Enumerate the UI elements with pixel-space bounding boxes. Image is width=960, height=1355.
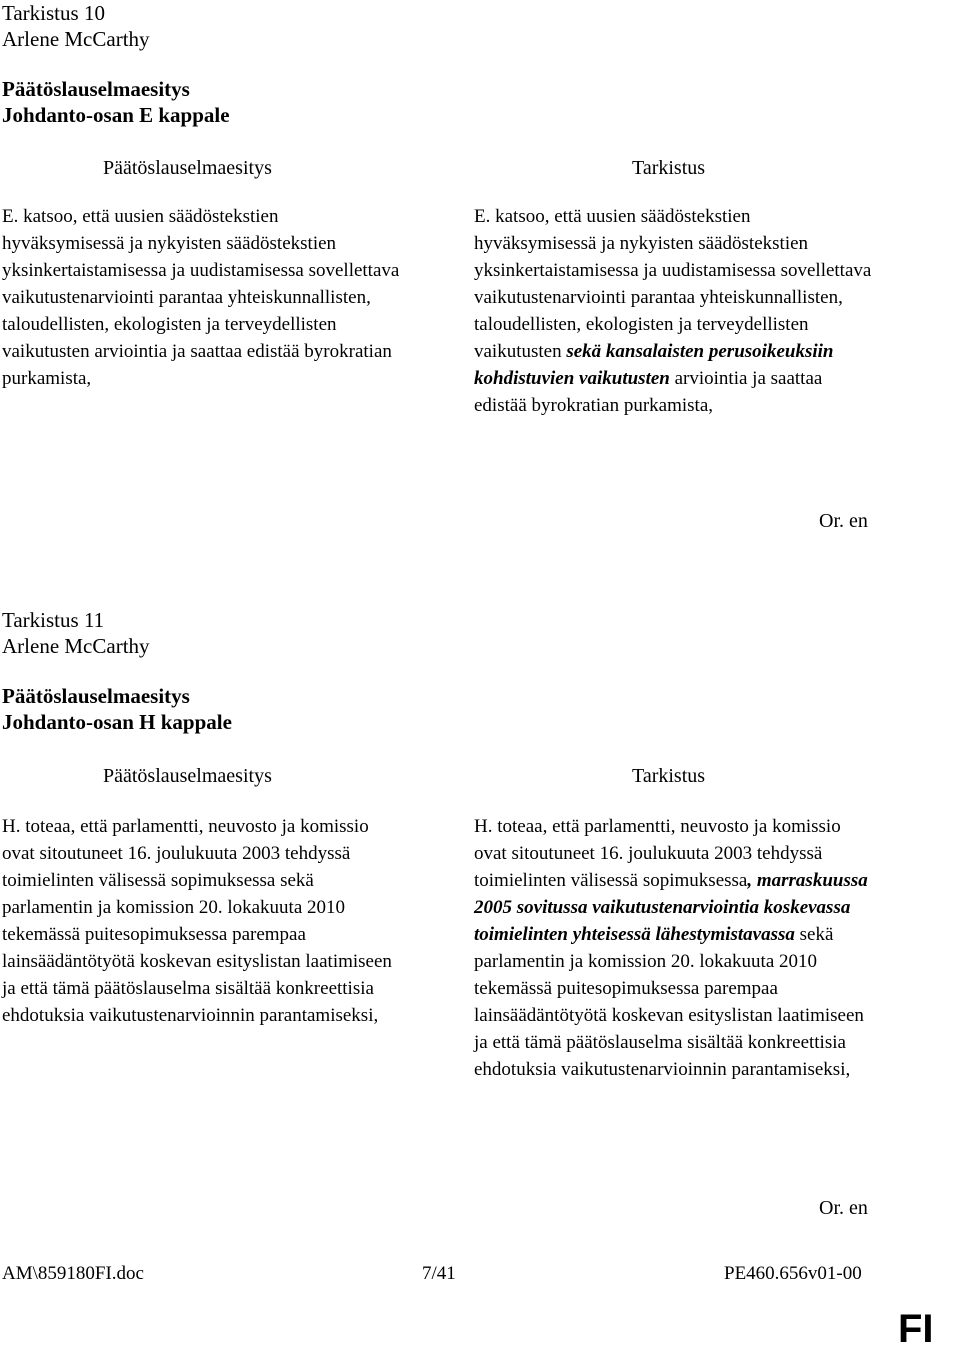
- original-language: Or. en: [819, 510, 868, 532]
- amendment-title: Tarkistus 11: [2, 608, 105, 632]
- motion-text: H. toteaa, että parlamentti, neuvosto ja komissio ovat sitoutuneet 16. joulukuuta 2003 tehdyssä toimielinten välisessä sopimuksessa sekä parlamentin ja komission 20. lokakuuta 2010 tekemässä puitesopimuksessa parempaa lainsäädäntötyötä koskevan esityslistan laatimiseen ja että tämä päätöslauselma sisältää konkreettisia ehdotuksia vaikutustenarvioinnin parantamiseksi,: [2, 816, 392, 1026]
- footer-page-number: 7/41: [422, 1263, 456, 1284]
- amendment-11-header: [2, 607, 150, 659]
- motion-text: E. katsoo, että uusien säädöstekstien hyväksymisessä ja nykyisten säädöstekstien yksinkertaistamisessa ja uudistamisessa sovellettava vaikutustenarviointi parantaa yhteiskunnallisten, taloudellisten, ekologisten ja terveydellisten vaikutusten arviointia ja saattaa edistää byrokratian purkamista,: [2, 206, 400, 389]
- footer-language-code: FI: [898, 1307, 934, 1351]
- section-reference: Johdanto-osan H kappale: [2, 710, 232, 734]
- amendment-author: Arlene McCarthy: [2, 27, 150, 51]
- inserted-text: , marraskuussa 2005 sovitussa vaikutustenarviointia koskevassa toimielinten yhteisessä lähestymistavassa: [474, 870, 868, 945]
- unchanged-text: E. katsoo, että uusien säädöstekstien hyväksymisessä ja nykyisten säädöstekstien yksinkertaistamisessa ja uudistamisessa sovellettava vaikutustenarviointi parantaa yhteiskunnallisten, taloudellisten, ekologisten ja terveydellisten vaikutusten: [474, 206, 872, 362]
- amendment-10-target: [2, 76, 230, 128]
- column-heading-motion: Päätöslauselmaesitys: [103, 157, 272, 179]
- footer-pe-ref: PE460.656v01-00: [724, 1263, 862, 1284]
- column-heading-motion: Päätöslauselmaesitys: [103, 765, 272, 787]
- unchanged-text: H. toteaa, että parlamentti, neuvosto ja komissio ovat sitoutuneet 16. joulukuuta 2003 tehdyssä toimielinten välisessä sopimuksessa: [474, 816, 841, 891]
- amendment-text: [474, 203, 874, 419]
- footer-doc-ref: AM\859180FI.doc: [2, 1263, 144, 1284]
- unchanged-text: arviointia ja saattaa edistää byrokratian purkamista,: [474, 368, 823, 416]
- amendment-author: Arlene McCarthy: [2, 634, 150, 658]
- document-type: Päätöslauselmaesitys: [2, 684, 190, 708]
- document-type: Päätöslauselmaesitys: [2, 77, 190, 101]
- amendment-title: Tarkistus 10: [2, 1, 105, 25]
- original-language: Or. en: [819, 1197, 868, 1219]
- unchanged-text: sekä parlamentin ja komission 20. lokakuuta 2010 tekemässä puitesopimuksessa parempaa lainsäädäntötyötä koskevan esityslistan laatimiseen ja että tämä päätöslauselma sisältää konkreettisia ehdotuksia vaikutustenarvioinnin parantamiseksi,: [474, 924, 864, 1080]
- amendment-10-header: [2, 0, 150, 52]
- column-heading-amendment: Tarkistus: [632, 765, 706, 787]
- amendment-text: [474, 813, 874, 1083]
- column-heading-amendment: Tarkistus: [632, 157, 706, 179]
- inserted-text: sekä kansalaisten perusoikeuksiin kohdistuvien vaikutusten: [474, 341, 834, 389]
- section-reference: Johdanto-osan E kappale: [2, 103, 230, 127]
- amendment-11-target: [2, 683, 232, 735]
